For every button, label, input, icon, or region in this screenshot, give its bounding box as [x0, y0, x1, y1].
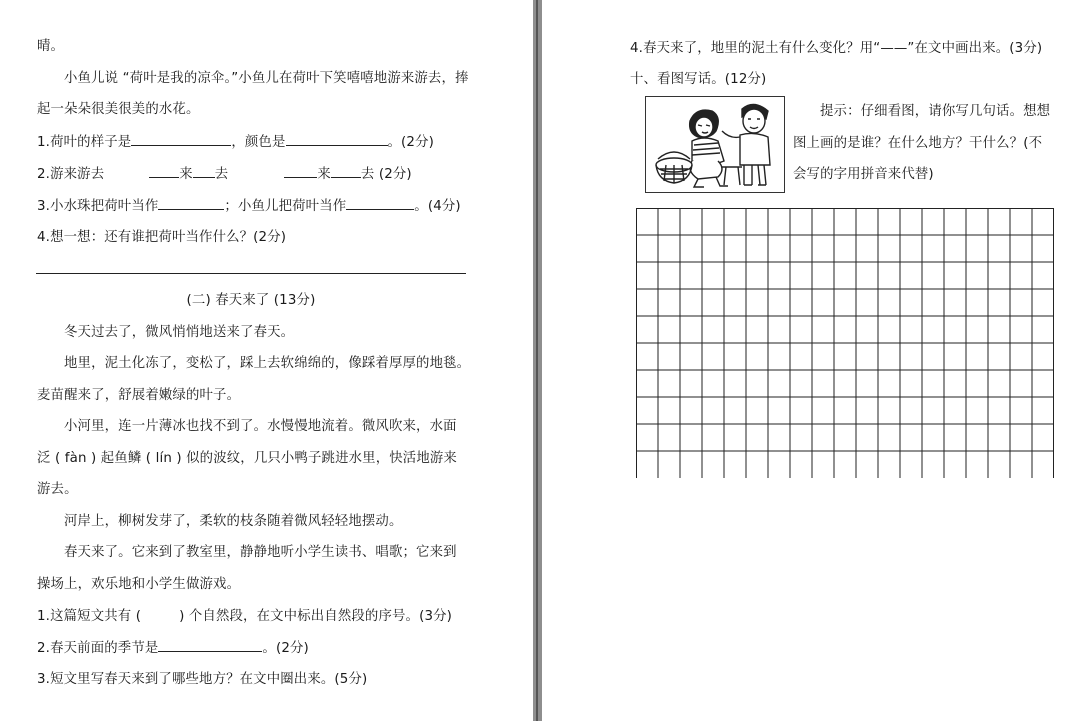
answer-blank[interactable]	[131, 133, 231, 146]
question-b1	[37, 608, 452, 626]
answer-blank[interactable]	[158, 197, 224, 210]
question-text: 2.游来游去	[37, 167, 105, 182]
question-text: 。(2分)	[387, 135, 434, 150]
question-text: 去 (2分)	[360, 167, 412, 182]
question-text: 3.小水珠把荷叶当作	[37, 199, 159, 214]
hint-line: 图上画的是谁？在什么地方？干什么？(不	[793, 136, 1043, 151]
question-2	[37, 165, 412, 184]
passage-line: 小鱼儿说 “荷叶是我的凉伞。”小鱼儿在荷叶下笑嘻嘻地游来游去，捧	[64, 71, 469, 86]
passage-line: 泛 ( fàn ) 起鱼鳞 ( lín ) 似的波纹，几只小鸭子跳进水里，快活地游来	[37, 451, 457, 466]
answer-blank[interactable]	[158, 639, 262, 652]
picture-illustration	[645, 96, 785, 193]
hint-line: 提示：仔细看图，请你写几句话。想想	[820, 104, 1051, 119]
passage-line: 麦苗醒来了，舒展着嫩绿的叶子。	[37, 388, 241, 403]
question-3	[37, 197, 461, 216]
question-text: 1.荷叶的样子是	[37, 135, 132, 150]
answer-blank[interactable]	[193, 165, 215, 178]
people-illustration-icon	[646, 97, 784, 192]
question-4-right: 4.春天来了，地里的泥土有什么变化？用“——”在文中画出来。(3分)	[630, 41, 1043, 56]
answer-blank[interactable]	[149, 165, 179, 178]
question-text: ；小鱼儿把荷叶当作	[224, 199, 347, 214]
passage-line: 地里，泥土化冻了，变松了，踩上去软绵绵的，像踩着厚厚的地毯。	[64, 356, 471, 371]
passage-line: 河岸上，柳树发芽了，柔软的枝条随着微风轻轻地摆动。	[64, 514, 403, 529]
section-10-title: 十、看图写话。(12分)	[630, 72, 767, 87]
passage-line: 小河里，连一片薄冰也找不到了。水慢慢地流着。微风吹来，水面	[64, 419, 457, 434]
passage-line: 春天来了。它来到了教室里，静静地听小学生读书、唱歌；它来到	[64, 545, 457, 560]
answer-blank[interactable]	[284, 165, 317, 178]
passage-line: 操场上，欢乐地和小学生做游戏。	[37, 577, 241, 592]
page-divider	[536, 0, 538, 721]
question-text: 来	[317, 167, 331, 182]
hint-line: 会写的字用拼音来代替)	[793, 167, 934, 182]
passage-line: 冬天过去了，微风悄悄地送来了春天。	[64, 325, 295, 340]
question-text: 1.这篇短文共有 (	[37, 609, 142, 624]
question-text: 去	[214, 167, 229, 182]
question-text: 来	[179, 167, 193, 182]
writing-grid[interactable]	[636, 208, 1054, 478]
question-text: ) 个自然段，在文中标出自然段的序号。(3分)	[179, 609, 453, 624]
answer-line[interactable]	[36, 273, 466, 274]
question-text: ，颜色是	[231, 135, 286, 150]
question-1	[37, 133, 434, 152]
answer-blank[interactable]	[286, 133, 388, 146]
question-text: 。(2分)	[262, 641, 309, 656]
question-text: 2.春天前面的季节是	[37, 641, 159, 656]
section-title: (二) 春天来了 (13分)	[186, 293, 316, 308]
answer-blank[interactable]	[331, 165, 361, 178]
question-text: 。(4分)	[414, 199, 461, 214]
question-b3: 3.短文里写春天来到了哪些地方？在文中圈出来。(5分)	[37, 672, 368, 687]
passage-line: 晴。	[37, 39, 65, 54]
passage-line: 起一朵朵很美很美的水花。	[37, 102, 200, 117]
answer-blank[interactable]	[346, 197, 414, 210]
question-4: 4.想一想：还有谁把荷叶当作什么？(2分)	[37, 230, 287, 245]
question-b2	[37, 639, 309, 658]
passage-line: 游去。	[37, 482, 78, 497]
left-page	[0, 0, 533, 721]
